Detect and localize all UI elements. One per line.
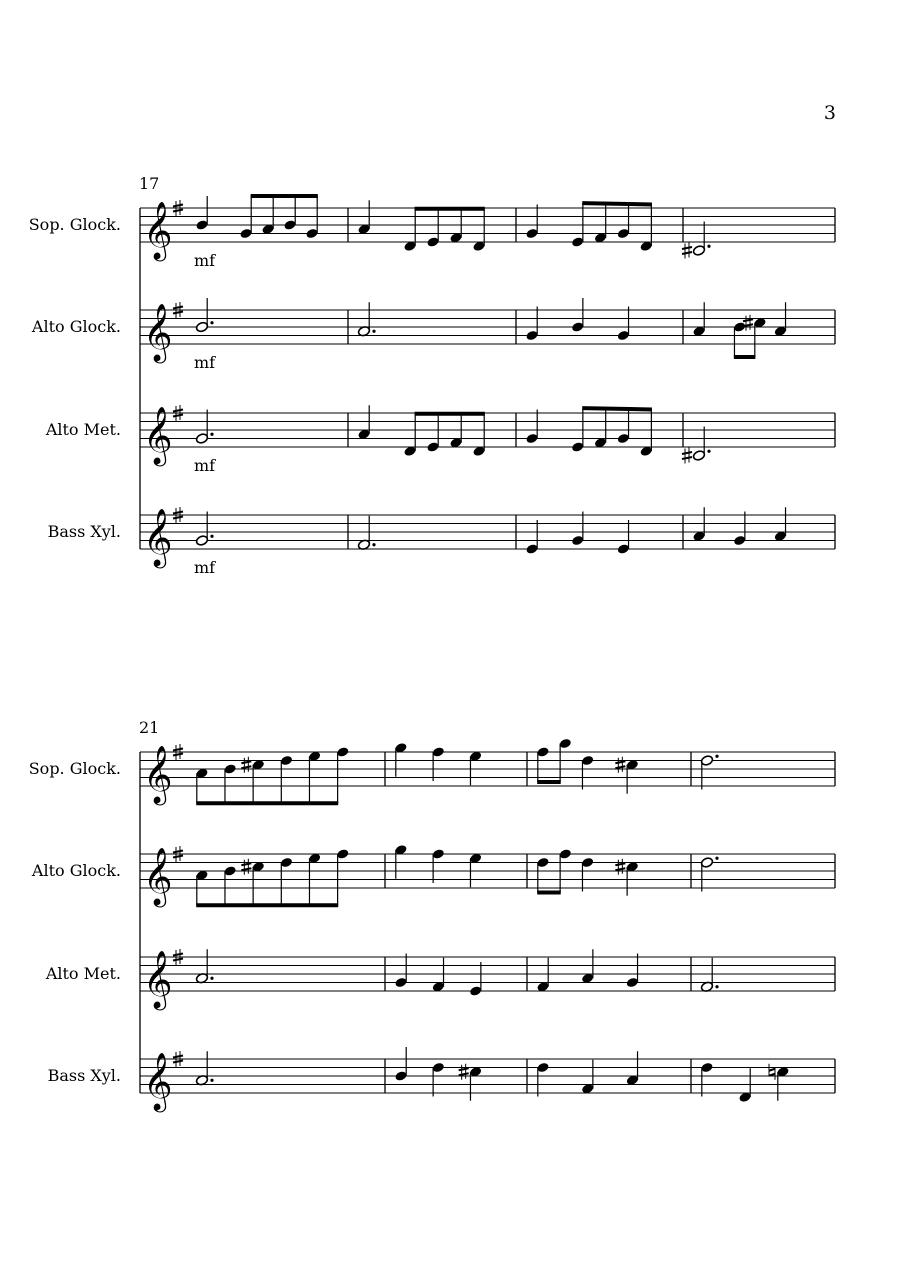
- sharp-bar: [241, 761, 251, 763]
- accidental-sharp: [615, 859, 625, 875]
- sharp-bar: [615, 761, 625, 763]
- dot: [210, 977, 213, 980]
- sharp-bar: [173, 205, 183, 207]
- dot: [210, 535, 213, 538]
- measure: [536, 848, 639, 896]
- dynamic-marking: mf: [194, 353, 216, 372]
- sharp-bar: [173, 959, 183, 961]
- sharp-bar: [241, 868, 251, 870]
- accidental-sharp: [682, 448, 692, 464]
- measure: [536, 949, 639, 992]
- sharp-bar: [743, 319, 753, 321]
- sharp-bar: [241, 863, 251, 865]
- dynamic-marking: mf: [194, 456, 216, 475]
- sharp-bar: [459, 1068, 469, 1070]
- treble-clef-glyph: 𝄞: [143, 950, 173, 1008]
- beam: [196, 903, 338, 907]
- dot: [707, 245, 710, 248]
- treble-clef-icon: [143, 201, 173, 262]
- instrument-label: Sop. Glock.: [28, 759, 121, 778]
- beam: [415, 207, 485, 211]
- sharp-bar: [173, 410, 183, 412]
- beam: [415, 412, 485, 416]
- treble-clef-icon: [143, 745, 173, 806]
- dynamic-marking: mf: [194, 251, 216, 270]
- sharp-bar: [682, 457, 692, 459]
- treble-clef-glyph: 𝄞: [143, 847, 173, 905]
- dot: [372, 330, 375, 333]
- staff: [45, 949, 835, 1011]
- measure: [692, 302, 787, 359]
- measure: [700, 958, 718, 993]
- measure: [394, 954, 482, 997]
- measure: [195, 298, 213, 333]
- sharp-bar: [682, 452, 692, 454]
- dot: [210, 321, 213, 324]
- treble-clef-icon: [143, 950, 173, 1011]
- treble-clef-glyph: 𝄞: [143, 406, 173, 464]
- instrument-label: Sop. Glock.: [28, 215, 121, 234]
- measure: [357, 302, 375, 337]
- staff: [31, 844, 835, 908]
- treble-clef-icon: [143, 406, 173, 467]
- measure: [394, 742, 482, 785]
- measure-number: 17: [139, 174, 160, 193]
- measure: [536, 1051, 639, 1096]
- sharp-bar: [173, 856, 183, 858]
- sharp-bar: [173, 1056, 183, 1058]
- sharp-bar: [173, 517, 183, 519]
- instrument-label: Alto Met.: [45, 964, 121, 983]
- measure: [525, 298, 630, 341]
- treble-clef-icon: [143, 847, 173, 908]
- sharp-bar: [173, 954, 183, 956]
- accidental-sharp: [459, 1064, 469, 1080]
- sharp-bar: [682, 247, 692, 249]
- sharp-bar: [615, 868, 625, 870]
- dot: [715, 857, 718, 860]
- treble-clef-icon: [143, 303, 173, 364]
- measure: [525, 406, 653, 457]
- instrument-label: Alto Glock.: [31, 861, 121, 880]
- staff: [48, 507, 835, 577]
- dot: [210, 1079, 213, 1082]
- natural-sign: [769, 1064, 775, 1080]
- sharp-bar: [173, 307, 183, 309]
- treble-clef-icon: [143, 508, 173, 569]
- beam: [582, 201, 652, 206]
- staff: [29, 194, 835, 270]
- instrument-label: Alto Met.: [45, 420, 121, 439]
- dot: [372, 543, 375, 546]
- measure: [682, 427, 711, 464]
- sharp-bar: [173, 1061, 183, 1063]
- measure: [195, 746, 349, 805]
- measure: [195, 949, 213, 984]
- measure: [394, 844, 482, 887]
- measure: [700, 857, 718, 892]
- natural-bar: [769, 1074, 775, 1076]
- sharp-bar: [615, 766, 625, 768]
- sharp-bar: [682, 252, 692, 254]
- measure: [195, 1051, 213, 1086]
- sharp-bar: [173, 210, 183, 212]
- sharp-bar: [173, 754, 183, 756]
- staff: [29, 738, 835, 806]
- dot: [210, 433, 213, 436]
- measure: [525, 512, 630, 555]
- dot: [715, 985, 718, 988]
- sharp-bar: [615, 863, 625, 865]
- accidental-sharp: [241, 859, 251, 875]
- sharp-bar: [241, 766, 251, 768]
- treble-clef-glyph: 𝄞: [143, 1052, 173, 1110]
- measure: [357, 516, 375, 551]
- page-number: 3: [823, 102, 836, 124]
- dot: [707, 450, 710, 453]
- sharp-bar: [173, 512, 183, 514]
- accidental-sharp: [241, 757, 251, 773]
- measure: [195, 512, 213, 547]
- measure-number: 21: [139, 718, 160, 737]
- instrument-label: Bass Xyl.: [47, 522, 121, 541]
- measure: [682, 222, 711, 259]
- treble-clef-glyph: 𝄞: [143, 745, 173, 803]
- measure: [195, 410, 213, 445]
- treble-clef-glyph: 𝄞: [143, 303, 173, 361]
- dot: [715, 755, 718, 758]
- treble-clef-glyph: 𝄞: [143, 201, 173, 259]
- beam: [734, 355, 756, 359]
- sharp-bar: [173, 851, 183, 853]
- sharp-bar: [459, 1073, 469, 1075]
- system: [29, 718, 835, 1113]
- staff: [45, 405, 835, 475]
- instrument-label: Alto Glock.: [31, 317, 121, 336]
- beam: [251, 194, 318, 198]
- beam: [537, 780, 561, 784]
- beam: [196, 801, 338, 805]
- measure: [525, 201, 653, 252]
- dynamic-marking: mf: [194, 558, 216, 577]
- natural-bar: [769, 1069, 775, 1071]
- sharp-bar: [173, 415, 183, 417]
- instrument-label: Bass Xyl.: [47, 1066, 121, 1085]
- measure: [700, 755, 718, 790]
- treble-clef-icon: [143, 1052, 173, 1113]
- system: [29, 174, 835, 577]
- sharp-bar: [173, 312, 183, 314]
- staff: [31, 298, 835, 372]
- beam: [582, 406, 652, 411]
- sharp-bar: [173, 749, 183, 751]
- beam: [537, 891, 561, 895]
- accidental-sharp: [615, 757, 625, 773]
- measure: [195, 848, 349, 907]
- accidental-sharp: [682, 243, 692, 259]
- accidental-sharp: [743, 315, 753, 331]
- staff: [48, 1047, 835, 1113]
- measure: [536, 738, 639, 794]
- treble-clef-glyph: 𝄞: [143, 508, 173, 566]
